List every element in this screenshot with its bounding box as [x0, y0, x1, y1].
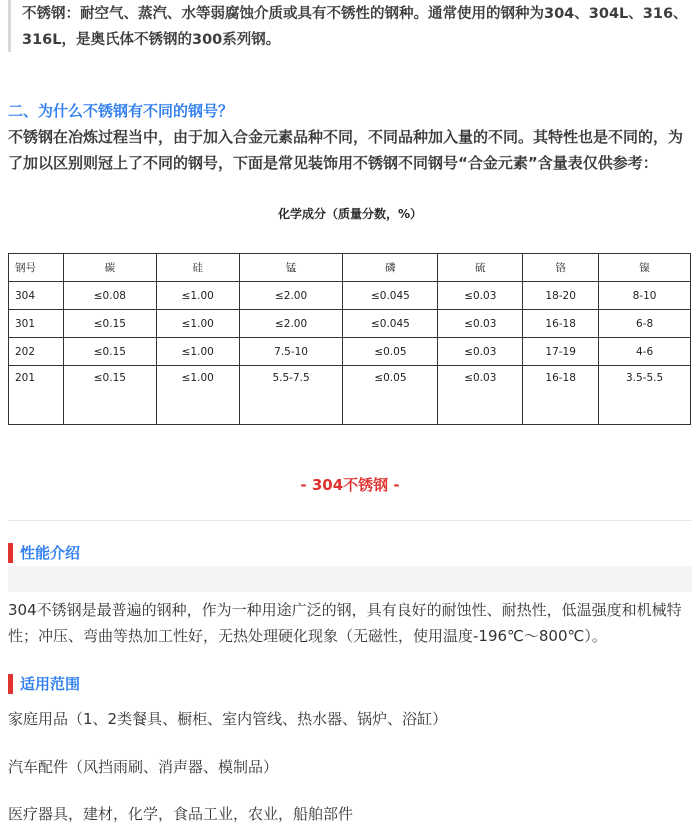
red-bar-marker	[8, 543, 13, 563]
table-cell: 18-20	[523, 282, 599, 310]
table-row	[9, 310, 691, 338]
red-bar-marker	[8, 674, 13, 694]
table-cell: ≤1.00	[156, 366, 239, 425]
performance-heading-text: 性能介绍	[20, 544, 81, 562]
table-cell: ≤0.03	[438, 282, 523, 310]
table-cell: ≤0.05	[343, 338, 438, 366]
header-cell: 硅	[156, 254, 239, 282]
table-cell: ≤0.08	[63, 282, 156, 310]
table-cell: 5.5-7.5	[239, 366, 343, 425]
intro-quote	[8, 0, 690, 52]
intro-quote-text: 不锈钢：耐空气、蒸汽、水等弱腐蚀介质或具有不锈性的钢种。通常使用的钢种为304、304L、316、 316L，是奥氏体不锈钢的300系列钢。	[22, 6, 688, 48]
table-cell: ≤2.00	[239, 282, 343, 310]
table-header-row	[9, 254, 691, 282]
table-cell: ≤1.00	[156, 338, 239, 366]
table-cell: 4-6	[599, 338, 691, 366]
table-cell: ≤1.00	[156, 282, 239, 310]
performance-heading	[8, 543, 80, 563]
table-cell: 7.5-10	[239, 338, 343, 366]
table-cell: 16-18	[523, 310, 599, 338]
performance-paragraph: 304不锈钢是最普遍的钢种，作为一种用途广泛的钢，具有良好的耐蚀性、耐热性，低温强度和机械特性；冲压、弯曲等热加工性好，无热处理硬化现象（无磁性，使用温度-196℃～800℃）。	[8, 601, 682, 645]
table-cell: 6-8	[599, 310, 691, 338]
composition-table	[8, 253, 691, 425]
applications-heading-text: 适用范围	[20, 675, 81, 693]
table-cell: ≤0.15	[63, 310, 156, 338]
header-cell: 锰	[239, 254, 343, 282]
table-row	[9, 338, 691, 366]
table-cell: 301	[9, 310, 64, 338]
application-item: 医疗器具，建材，化学，食品工业，农业，船舶部件	[8, 805, 354, 823]
table-cell: 8-10	[599, 282, 691, 310]
table-cell: 17-19	[523, 338, 599, 366]
gray-band	[8, 566, 692, 592]
table-cell: 3.5-5.5	[599, 366, 691, 425]
application-item: 汽车配件（风挡雨刷、消声器、模制品）	[8, 758, 279, 776]
table-cell: ≤0.045	[343, 282, 438, 310]
table-cell: ≤0.15	[63, 366, 156, 425]
steel-grades-paragraph: 不锈钢在冶炼过程当中，由于加入合金元素品种不同，不同品种加入量的不同。其特性也是不同的，为了加以区别则冠上了不同的钢号，下面是常见装饰用不锈钢不同钢号“合金元素”含量表仅供参考：	[8, 128, 684, 172]
table-cell: ≤0.15	[63, 338, 156, 366]
table-cell: ≤0.05	[343, 366, 438, 425]
table-cell: ≤0.045	[343, 310, 438, 338]
applications-heading	[8, 674, 80, 694]
header-cell: 磷	[343, 254, 438, 282]
section-heading-steel-grades: 二、为什么不锈钢有不同的钢号？	[8, 102, 234, 120]
table-cell: ≤1.00	[156, 310, 239, 338]
header-cell: 碳	[63, 254, 156, 282]
table-cell: ≤2.00	[239, 310, 343, 338]
table-cell: ≤0.03	[438, 338, 523, 366]
table-cell: 201	[9, 366, 64, 425]
header-cell: 镍	[599, 254, 691, 282]
application-item: 家庭用品（1、2类餐具、橱柜、室内管线、热水器、锅炉、浴缸）	[8, 710, 448, 728]
table-cell: ≤0.03	[438, 310, 523, 338]
table-cell: 16-18	[523, 366, 599, 425]
divider	[8, 520, 692, 521]
header-cell: 硫	[438, 254, 523, 282]
header-cell: 钢号	[9, 254, 64, 282]
table-cell: 304	[9, 282, 64, 310]
table-row	[9, 366, 691, 425]
table-caption: 化学成分（质量分数，%）	[277, 207, 423, 221]
table-row	[9, 282, 691, 310]
section-title-304: - 304不锈钢 -	[300, 476, 400, 494]
table-cell: 202	[9, 338, 64, 366]
header-cell: 铬	[523, 254, 599, 282]
table-cell: ≤0.03	[438, 366, 523, 425]
